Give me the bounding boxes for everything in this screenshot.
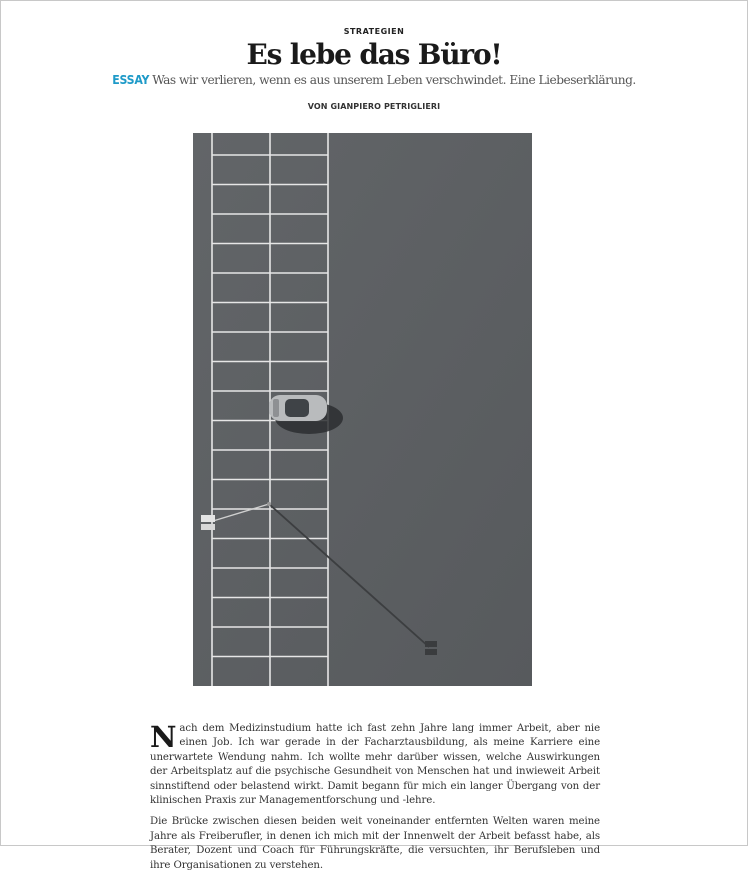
drop-cap: N: [150, 720, 177, 754]
section-kicker: STRATEGIEN: [343, 27, 405, 36]
paragraph-1: [150, 722, 600, 808]
subtitle-text: Was wir verlieren, wenn es aus unserem Leben verschwindet. Eine Liebeserklärung.: [152, 73, 636, 87]
paragraph-2: Die Brücke zwischen diesen beiden weit voneinander entfernten Welten waren meine Jahre als Freiberufler, in denen ich mich mit der Innenwelt der Arbeit befasst habe, als Berater, Dozent und Coach für Führungskräfte, die versuchten, ihr Berufsleben und ihre Organisationen zu verstehen.: [150, 816, 600, 871]
essay-tag: ESSAY: [112, 73, 150, 87]
article-body: [150, 722, 600, 880]
article-title: Es lebe das Büro!: [246, 38, 502, 71]
asphalt: [193, 133, 532, 686]
paragraph-1-text: ach dem Medizinstudium hatte ich fast zehn Jahre lang immer Arbeit, aber nie einen Job. Ich war gerade in der Facharztausbildung, als meine Karriere eine unerwartete Wendung nahm. Ich wollte mehr darüber wissen, welche Auswirkungen der Arbeitsplatz auf die psychische Gesundheit von Menschen hat und inwieweit Arbeit sinnstiftend oder belastend wirkt. Damit begann für mich ein langer Übergang von der klinischen Praxis zur Managementforschung und -lehre.: [150, 723, 600, 807]
article-subtitle: [0, 72, 748, 88]
author-byline: VON GIANPIERO PETRIGLIERI: [307, 102, 441, 111]
parking-lot-photo: [193, 133, 532, 686]
